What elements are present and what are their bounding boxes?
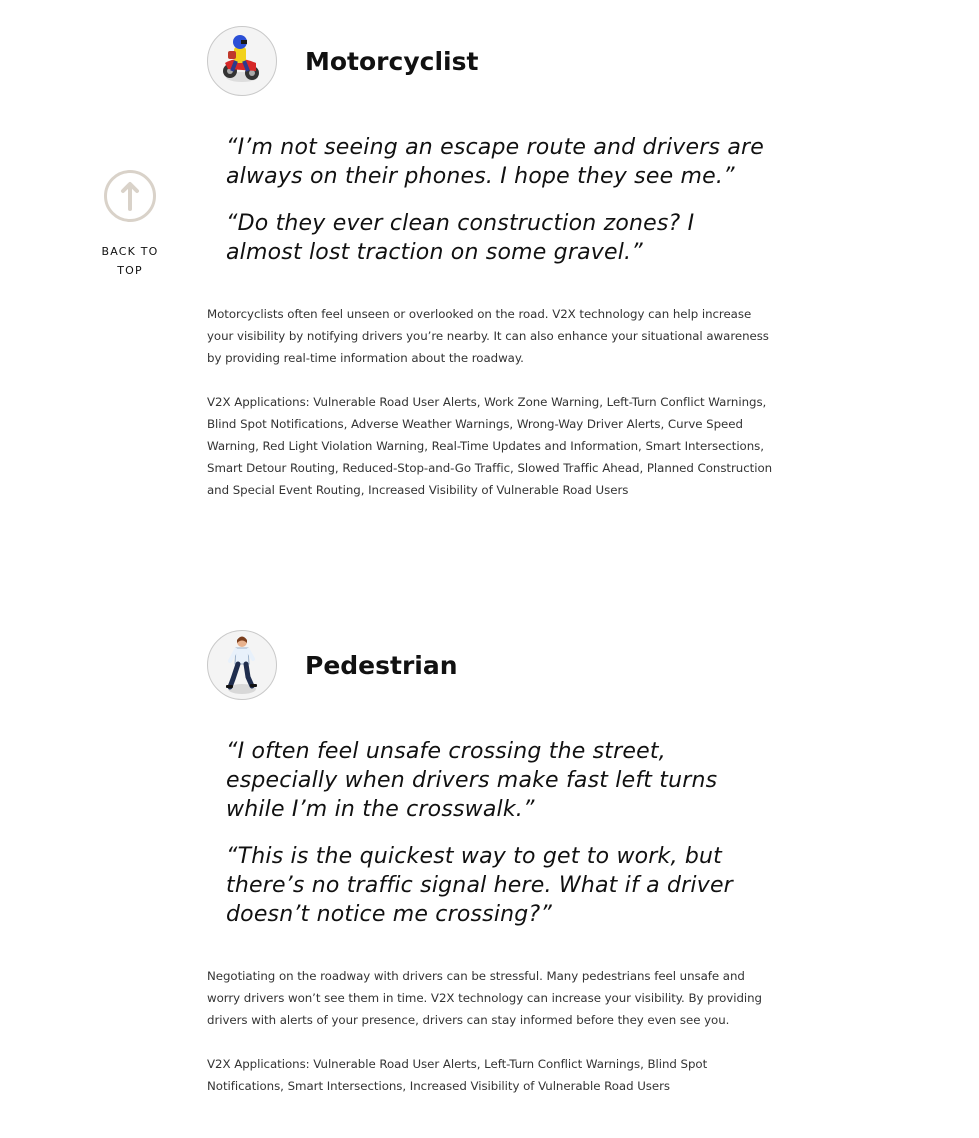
persona-applications: V2X Applications: Vulnerable Road User Alerts, Left-Turn Conflict Warnings, Blind Spot Notifications, Smart Intersections, Increased Visibility of Vulnerable Road Users: [207, 1057, 708, 1094]
motorcycle-rider-icon: [207, 26, 277, 96]
persona-quote: “Do they ever clean construction zones? I almost lost traction on some gravel.”: [226, 211, 695, 265]
pedestrian-walking-icon: [207, 630, 277, 700]
persona-title: Motorcyclist: [305, 46, 479, 76]
back-to-top-button[interactable]: [96, 170, 164, 280]
persona-quote: “I’m not seeing an escape route and drivers are always on their phones. I hope they see me.”: [226, 135, 764, 189]
back-to-top-circle[interactable]: [104, 170, 156, 222]
persona-description: Motorcyclists often feel unseen or overlooked on the road. V2X technology can help increase your visibility by notifying drivers you’re nearby. It can also enhance your situational awareness by providing real-time information about the roadway.: [207, 307, 769, 365]
back-to-top-label[interactable]: BACK TO TOP: [101, 245, 159, 277]
persona-applications: V2X Applications: Vulnerable Road User Alerts, Work Zone Warning, Left-Turn Conflict Warnings, Blind Spot Notifications, Adverse Weather Warnings, Wrong-Way Driver Alerts, Curve Speed Warning, Red Light Violation Warning, Real-Time Updates and Information, Smart Intersections, Smart Detour Routing, Reduced-Stop-and-Go Traffic, Slowed Traffic Ahead, Planned Construction and Special Event Routing, Increased Visibility of Vulnerable Road Users: [207, 395, 773, 497]
persona-quote: “I often feel unsafe crossing the street, especially when drivers make fast left turns while I’m in the crosswalk.”: [226, 739, 718, 822]
persona-section-motorcyclist: [207, 26, 777, 501]
persona-quote: “This is the quickest way to get to work, but there’s no traffic signal here. What if a driver doesn’t notice me crossing?”: [226, 844, 733, 927]
persona-title: Pedestrian: [305, 650, 458, 680]
arrow-up-icon: [118, 179, 142, 213]
persona-header: [207, 630, 777, 700]
persona-description: Negotiating on the roadway with drivers can be stressful. Many pedestrians feel unsafe and worry drivers won’t see them in time. V2X technology can increase your visibility. By providing drivers with alerts of your presence, drivers can stay informed before they even see you.: [207, 969, 762, 1027]
persona-header: [207, 26, 777, 96]
persona-section-pedestrian: [207, 630, 777, 1098]
